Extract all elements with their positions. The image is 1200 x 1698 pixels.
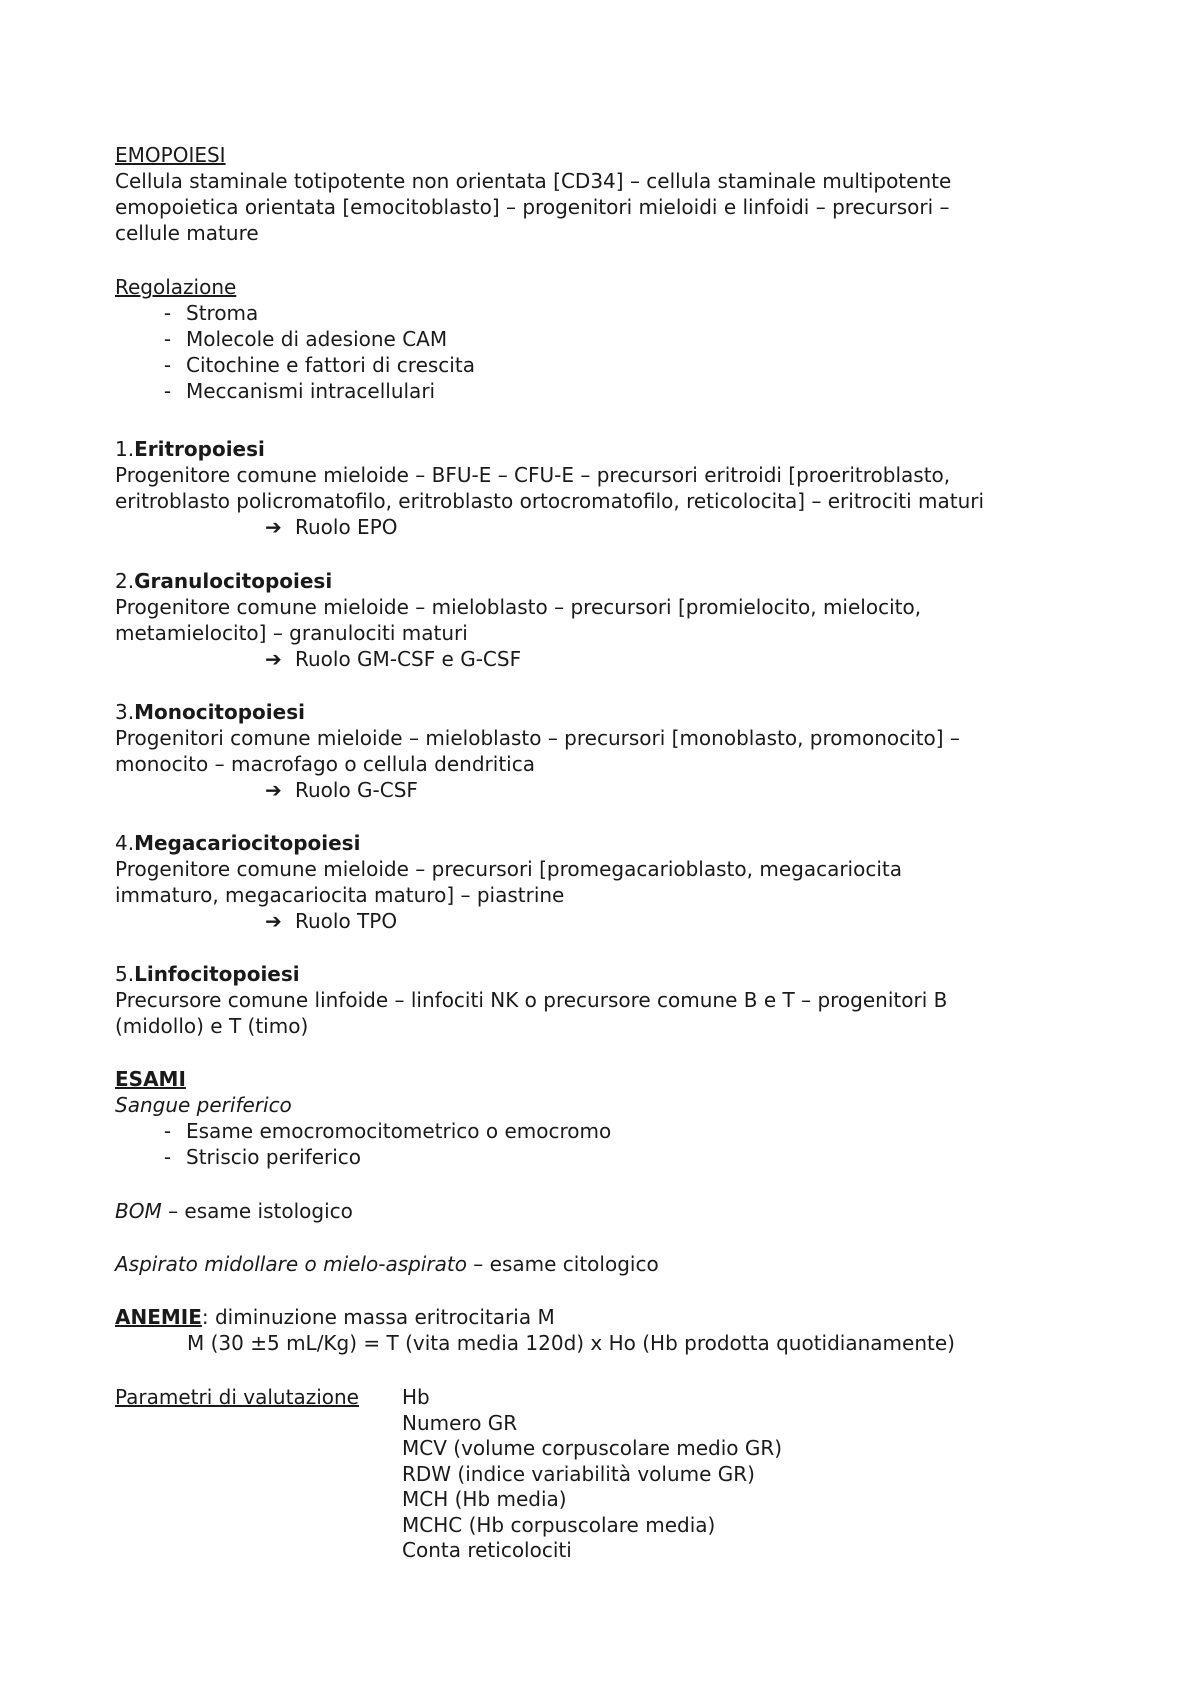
dash-marker: - [163, 353, 172, 377]
regolazione-section [115, 274, 1115, 404]
arrow-note-text: Ruolo EPO [295, 515, 398, 539]
dash-marker: - [163, 379, 172, 403]
section-title-text: Granulocitopoiesi [134, 569, 333, 593]
list-item-text: Striscio periferico [186, 1145, 362, 1169]
anemie-definition: : diminuzione massa eritrocitaria M [201, 1305, 555, 1329]
esami-heading: ESAMI [115, 1067, 186, 1091]
paragraph-line: Progenitore comune mieloide – BFU-E – CFU-E – precursori eritroidi [proeritroblasto, [115, 463, 951, 487]
paragraph-line: cellule mature [115, 221, 259, 245]
list-item-text: Citochine e fattori di crescita [186, 353, 475, 377]
paragraph-line: immaturo, megacariocita maturo] – piastrine [115, 883, 565, 907]
list-item [115, 1144, 1115, 1170]
list-item: Numero GR [402, 1410, 518, 1435]
sangue-periferico-label: Sangue periferico [115, 1093, 292, 1117]
dash-marker: - [163, 1145, 172, 1169]
list-item: MCH (Hb media) [402, 1487, 567, 1511]
section-title-text: Megacariocitopoiesi [134, 831, 361, 855]
section-title [115, 436, 1115, 462]
aspirato-line [115, 1251, 1115, 1277]
section-title [115, 699, 1115, 725]
bom-label: BOM [115, 1199, 162, 1223]
section-number: 5. [115, 962, 135, 986]
section-number: 2. [115, 569, 135, 593]
aspirato-label: Aspirato midollare o mielo-aspirato [115, 1252, 467, 1276]
list-item: Conta reticolociti [402, 1538, 572, 1562]
list-item [115, 352, 1115, 378]
anemie-heading: ANEMIE [115, 1305, 202, 1329]
parametri-list [402, 1384, 782, 1563]
list-item: Hb [402, 1385, 430, 1409]
section-number: 3. [115, 700, 135, 724]
paragraph-line: Progenitori comune mieloide – mieloblasto – precursori [monoblasto, promonocito] – [115, 726, 960, 750]
arrow-note [115, 514, 1115, 540]
section-title [115, 961, 1115, 987]
esami-section [115, 1066, 1115, 1170]
emopoiesi-heading: EMOPOIESI [115, 143, 226, 167]
megacariocitopoiesi-section [115, 830, 1115, 934]
section-title-text: Eritropoiesi [134, 437, 265, 461]
list-item [115, 326, 1115, 352]
right-arrow-icon: ➔ [265, 647, 282, 671]
regolazione-heading: Regolazione [115, 275, 237, 299]
right-arrow-icon: ➔ [265, 515, 282, 539]
anemie-section [115, 1304, 1115, 1356]
dash-marker: - [163, 327, 172, 351]
arrow-note [115, 908, 1115, 934]
paragraph-line: Precursore comune linfoide – linfociti NK o precursore comune B e T – progenitori B [115, 988, 948, 1012]
paragraph-line: Progenitore comune mieloide – mieloblasto – precursori [promielocito, mielocito, [115, 595, 922, 619]
eritropoiesi-section [115, 436, 1115, 540]
parametri-label: Parametri di valutazione [115, 1385, 359, 1409]
paragraph-line: (midollo) e T (timo) [115, 1014, 309, 1038]
section-number: 1. [115, 437, 135, 461]
list-item [115, 1118, 1115, 1144]
list-item: MCHC (Hb corpuscolare media) [402, 1512, 716, 1537]
section-title [115, 830, 1115, 856]
right-arrow-icon: ➔ [265, 778, 282, 802]
monocitopoiesi-section [115, 699, 1115, 803]
list-item-text: Meccanismi intracellulari [186, 379, 436, 403]
paragraph-line: monocito – macrofago o cellula dendritica [115, 752, 535, 776]
arrow-note-text: Ruolo G-CSF [295, 778, 418, 802]
list-item [115, 300, 1115, 326]
section-title [115, 568, 1115, 594]
aspirato-text: – esame citologico [466, 1252, 659, 1276]
paragraph-line: Progenitore comune mieloide – precursori [promegacarioblasto, megacariocita [115, 857, 902, 881]
emopoiesi-section [115, 142, 1115, 246]
list-item-text: Stroma [186, 301, 259, 325]
paragraph-line: emopoietica orientata [emocitoblasto] – progenitori mieloidi e linfoidi – precursori – [115, 195, 950, 219]
paragraph-line: eritroblasto policromatofilo, eritroblasto ortocromatofilo, reticolocita] – eritrociti maturi [115, 489, 985, 513]
section-title-text: Monocitopoiesi [134, 700, 305, 724]
section-number: 4. [115, 831, 135, 855]
linfocitopoiesi-section [115, 961, 1115, 1039]
paragraph-line: metamielocito] – granulociti maturi [115, 621, 468, 645]
paragraph-line: Cellula staminale totipotente non orientata [CD34] – cellula staminale multipotente [115, 169, 952, 193]
list-item-text: Esame emocromocitometrico o emocromo [186, 1119, 612, 1143]
right-arrow-icon: ➔ [265, 909, 282, 933]
list-item [115, 378, 1115, 404]
bom-text: – esame istologico [161, 1199, 353, 1223]
dash-marker: - [163, 1119, 172, 1143]
bom-line [115, 1198, 1115, 1224]
arrow-note [115, 646, 1115, 672]
list-item: RDW (indice variabilità volume GR) [402, 1461, 755, 1486]
list-item: MCV (volume corpuscolare medio GR) [402, 1436, 783, 1460]
section-title-text: Linfocitopoiesi [134, 962, 300, 986]
granulocitopoiesi-section [115, 568, 1115, 672]
list-item-text: Molecole di adesione CAM [186, 327, 448, 351]
anemie-formula: M (30 ±5 mL/Kg) = T (vita media 120d) x Ho (Hb prodotta quotidianamente) [187, 1331, 955, 1355]
arrow-note [115, 777, 1115, 803]
arrow-note-text: Ruolo TPO [295, 909, 398, 933]
arrow-note-text: Ruolo GM-CSF e G-CSF [295, 647, 522, 671]
dash-marker: - [163, 301, 172, 325]
